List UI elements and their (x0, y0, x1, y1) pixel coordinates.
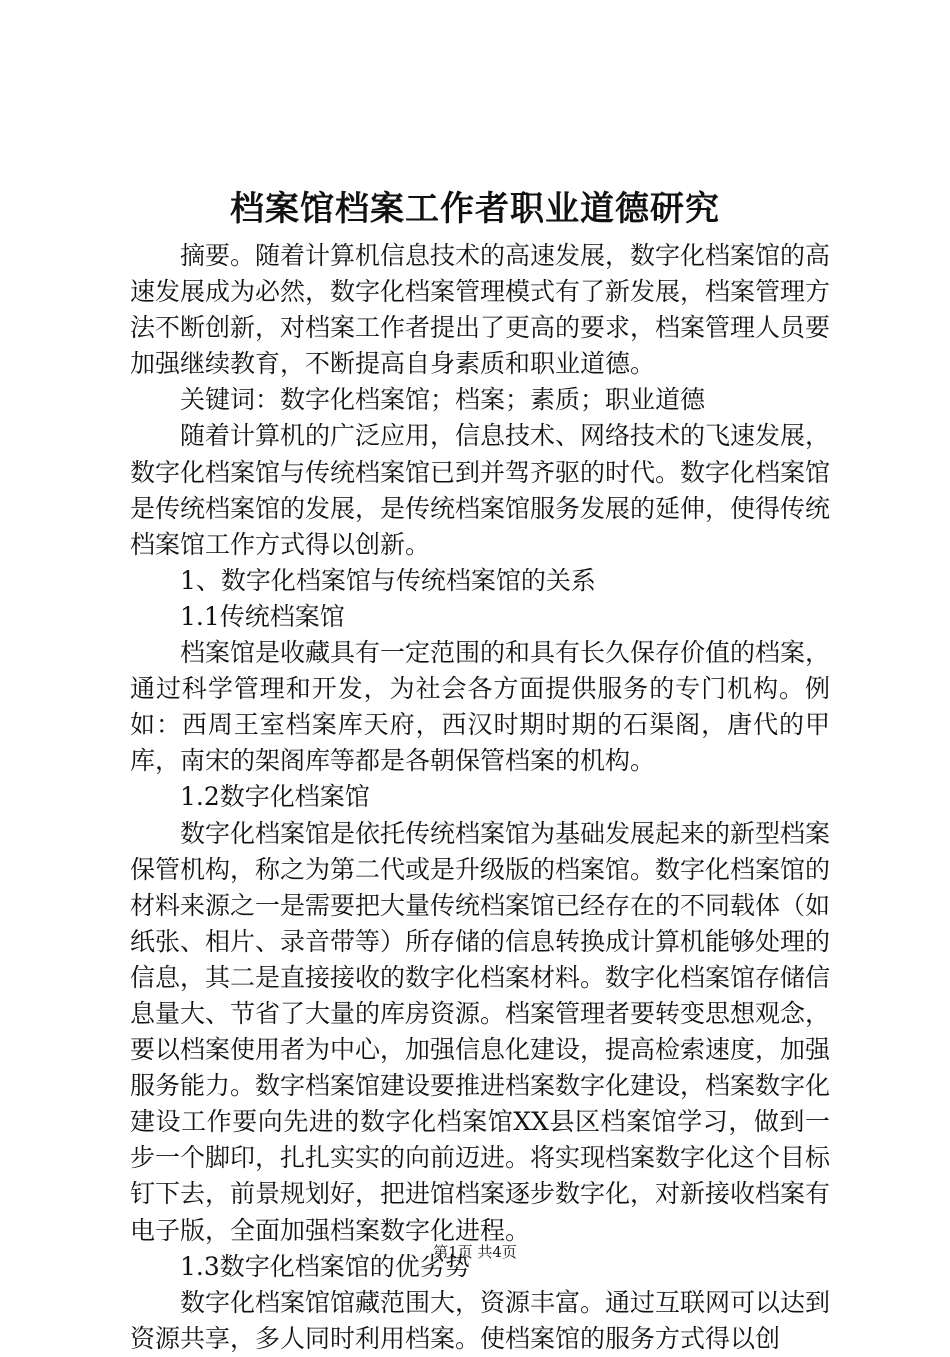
subsection-heading-1-2: 1.2数字化档案馆 (180, 782, 370, 812)
abstract-paragraph: 摘要。随着计算机信息技术的高速发展，数字化档案馆的高速发展成为必然，数字化档案管理模式有了新发展，档案管理方法不断创新，对档案工作者提出了更高的要求，档案管理人员要加强继续教育，不断提高自身素质和职业道德。 (130, 241, 831, 379)
subsection-heading-1-3: 1.3数字化档案馆的优劣势 (180, 1251, 470, 1281)
traditional-archives-paragraph: 档案馆是收藏具有一定范围的和具有长久保存价值的档案，通过科学管理和开发，为社会各方面提供服务的专门机构。例如：西周王室档案库天府，西汉时期时期的石渠阁，唐代的甲库，南宋的架阁库等都是各朝保管档案的机构。 (130, 638, 831, 776)
subsection-heading-1-1: 1.1传统档案馆 (180, 601, 345, 631)
pros-cons-paragraph: 数字化档案馆馆藏范围大，资源丰富。通过互联网可以达到资源共享，多人同时利用档案。使档案馆的服务方式得以创 (130, 1287, 831, 1353)
section-heading-1: 1、数字化档案馆与传统档案馆的关系 (180, 565, 596, 595)
document-title: 档案馆档案工作者职业道德研究 (230, 189, 720, 229)
digital-archives-paragraph: 数字化档案馆是依托传统档案馆为基础发展起来的新型档案保管机构，称之为第二代或是升级版的档案馆。数字化档案馆的材料来源之一是需要把大量传统档案馆已经存在的不同载体（如纸张、相片、录音带等）所存储的信息转换成计算机能够处理的信息，其二是直接接收的数字化档案材料。数字化档案馆存储信息量大、节省了大量的库房资源。档案管理者要转变思想观念，要以档案使用者为中心，加强信息化建设，提高检索速度，加强服务能力。数字档案馆建设要推进档案数字化建设，档案数字化建设工作要向先进的数字化档案馆XX县区档案馆学习，做到一步一个脚印，扎扎实实的向前迈进。将实现档案数字化这个目标钉下去，前景规划好，把进馆档案逐步数字化，对新接收档案有电子版，全面加强档案数字化进程。 (130, 818, 831, 1245)
page-footer: 第1页 共4页 (433, 1243, 517, 1261)
keywords-line: 关键词：数字化档案馆；档案；素质；职业道德 (180, 385, 706, 415)
intro-paragraph: 随着计算机的广泛应用，信息技术、网络技术的飞速发展，数字化档案馆与传统档案馆已到并驾齐驱的时代。数字化档案馆是传统档案馆的发展，是传统档案馆服务发展的延伸，使得传统档案馆工作方式得以创新。 (130, 421, 831, 559)
document-body (130, 238, 830, 1357)
